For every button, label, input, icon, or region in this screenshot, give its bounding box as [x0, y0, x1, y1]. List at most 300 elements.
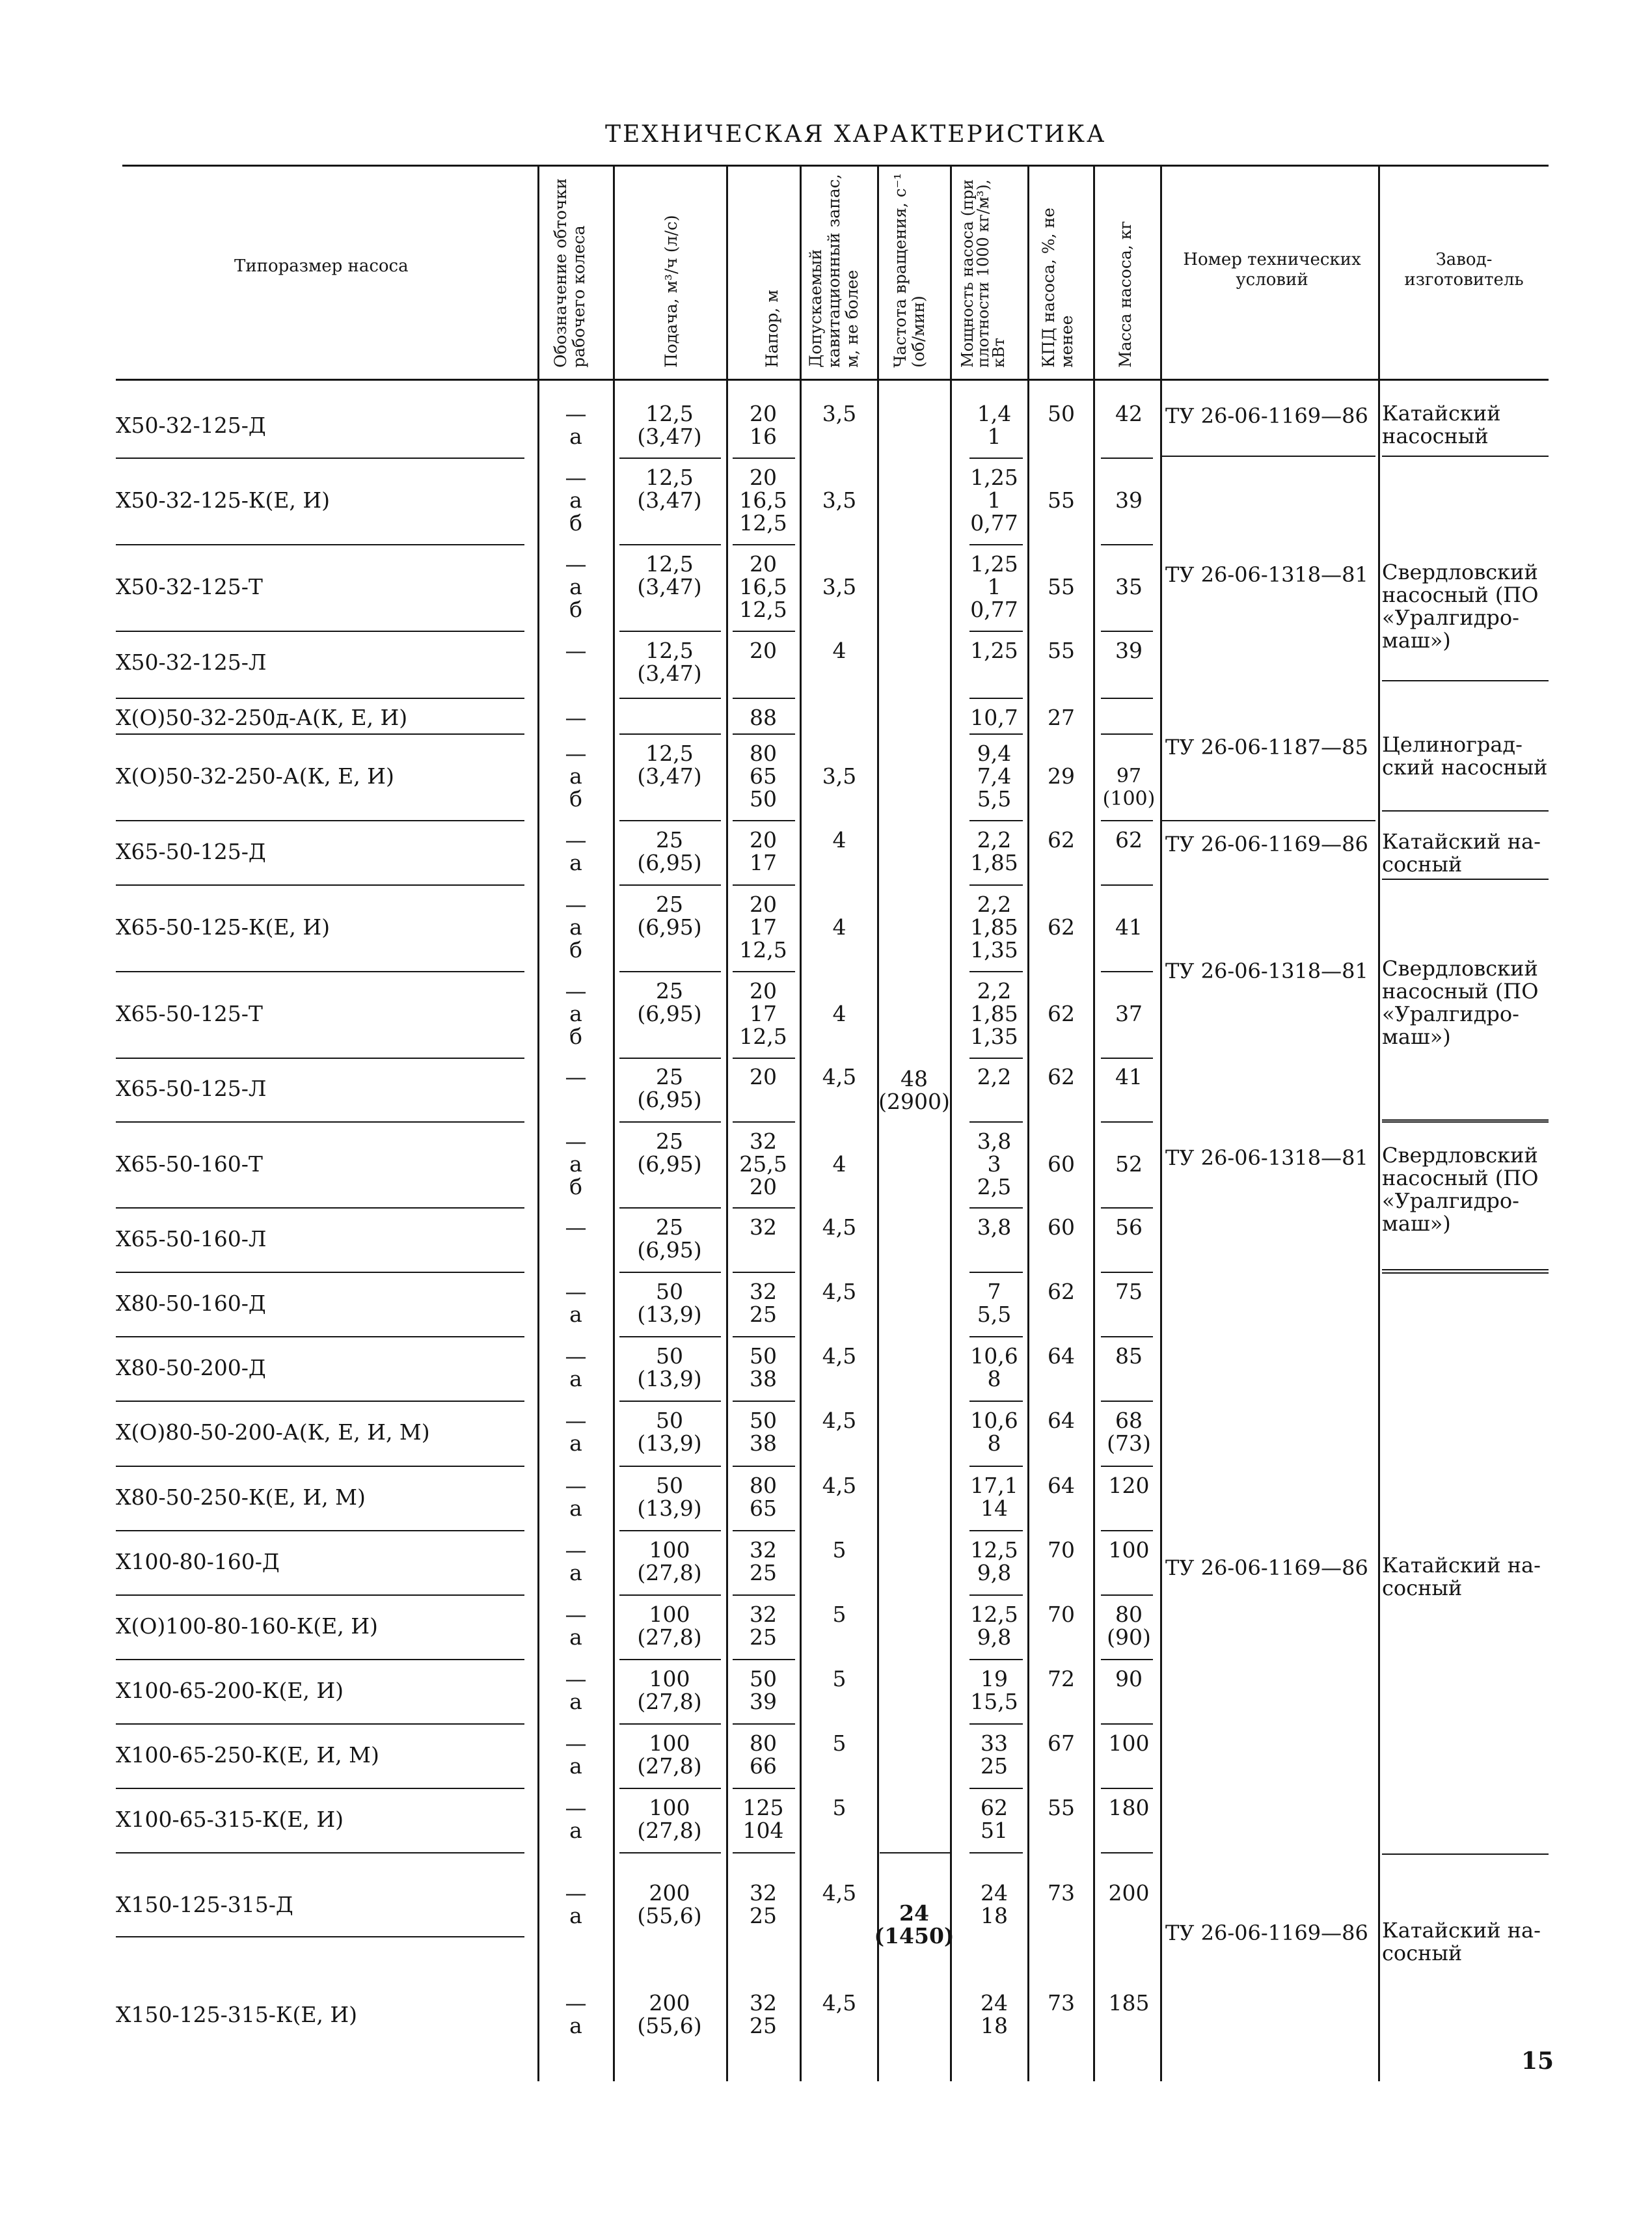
col-header-power: Мощность насоса (при плотности 1000 кг/м³), кВт	[958, 179, 1008, 368]
spec-number: ТУ 26-06-1318—81	[1165, 959, 1368, 983]
col-header-spec: Номер технических условий	[1183, 250, 1361, 290]
cell-rule	[1101, 733, 1153, 735]
cell-power: 2,2 1,85 1,35	[970, 892, 1018, 963]
cell-flow: 25 (6,95)	[637, 827, 702, 875]
cell-variant: — а	[565, 1343, 587, 1391]
cell-mass: 80 (90)	[1107, 1602, 1151, 1650]
cell-rule	[619, 1723, 721, 1725]
cell-rule	[733, 1659, 795, 1660]
cell-mass: 97 (100)	[1102, 765, 1156, 810]
cell-efficiency: 55	[1048, 1795, 1075, 1820]
cell-efficiency: 67	[1048, 1730, 1075, 1756]
cell-efficiency: 62	[1048, 914, 1075, 940]
cell-rule	[619, 1659, 721, 1660]
cell-mass: 90	[1115, 1666, 1143, 1691]
cell-npsh: 4,5	[822, 1279, 857, 1304]
cell-mass: 52	[1115, 1151, 1143, 1177]
cell-flow: 12,5 (3,47)	[637, 401, 702, 449]
cell-mass: 180	[1108, 1795, 1150, 1820]
col-header-speed: Частота вращения, с⁻¹ (об/мин)	[891, 172, 928, 368]
cell-flow: 12,5 (3,47)	[637, 465, 702, 513]
row-separator	[116, 733, 524, 735]
cell-mass: 41	[1115, 914, 1143, 940]
cell-rule	[733, 733, 795, 735]
maker-name: Свердловский насосный (ПО «Уралгидро- маш»)	[1382, 1143, 1539, 1236]
row-model: Х80-50-250-К(Е, И, М)	[116, 1484, 366, 1510]
cell-mass: 185	[1108, 1990, 1150, 2016]
cell-power: 24 18	[981, 1990, 1008, 2038]
row-separator	[116, 544, 524, 545]
cell-efficiency: 55	[1048, 638, 1075, 663]
cell-rule	[733, 1058, 795, 1059]
row-model: Х(О)50-32-250-А(К, Е, И)	[116, 763, 394, 789]
row-separator	[116, 698, 524, 699]
cell-mass: 37	[1115, 1001, 1143, 1026]
cell-flow: 200 (55,6)	[637, 1990, 702, 2038]
cell-rule	[733, 820, 795, 821]
cell-flow: 200 (55,6)	[637, 1880, 702, 1928]
cell-head: 20 17 12,5	[739, 892, 787, 963]
cell-flow: 100 (27,8)	[637, 1730, 702, 1779]
cell-head: 50 39	[750, 1666, 777, 1714]
cell-rule	[1101, 698, 1153, 699]
cell-efficiency: 72	[1048, 1666, 1075, 1691]
cell-rule	[619, 1336, 721, 1337]
maker-name: Катайский на- сосный	[1382, 829, 1541, 877]
row-model: Х65-50-125-К(Е, И)	[116, 914, 331, 940]
cell-npsh: 3,5	[822, 487, 857, 513]
row-separator	[116, 1272, 524, 1273]
cell-rule	[969, 458, 1023, 459]
cell-variant: — а б	[565, 741, 587, 812]
cell-rule	[969, 1659, 1023, 1660]
cell-rule	[619, 1594, 721, 1596]
column-rule	[877, 165, 879, 2081]
cell-head: 80 65 50	[750, 741, 777, 812]
cell-mass: 75	[1115, 1279, 1143, 1304]
cell-flow: 25 (6,95)	[637, 1128, 702, 1177]
cell-rule	[733, 1272, 795, 1273]
cell-flow: 50 (13,9)	[637, 1408, 702, 1456]
cell-variant: — а б	[565, 465, 587, 536]
cell-rule	[1101, 1594, 1153, 1596]
cell-rule	[1101, 1336, 1153, 1337]
cell-flow: 12,5 (3,47)	[637, 551, 702, 599]
cell-npsh: 5	[832, 1537, 846, 1563]
cell-rule	[969, 1401, 1023, 1402]
row-model: Х80-50-160-Д	[116, 1290, 266, 1316]
cell-variant: — а	[565, 1880, 587, 1928]
row-model: Х(О)80-50-200-А(К, Е, И, М)	[116, 1419, 430, 1445]
cell-mass: 42	[1115, 401, 1143, 426]
cell-rule	[1101, 884, 1153, 886]
column-rule	[800, 165, 802, 2081]
cell-flow: 50 (13,9)	[637, 1279, 702, 1327]
cell-head: 20 16,5 12,5	[739, 551, 787, 622]
cell-power: 3,8	[977, 1214, 1012, 1240]
row-separator	[116, 884, 524, 886]
column-rule	[950, 165, 952, 2081]
cell-head: 32 25	[750, 1880, 777, 1928]
cell-rule	[969, 698, 1023, 699]
cell-power: 2,2 1,85	[970, 827, 1018, 875]
cell-variant: — а	[565, 1730, 587, 1779]
cell-rule	[619, 1530, 721, 1531]
column-rule	[1027, 165, 1029, 2081]
column-rule	[537, 165, 539, 2081]
cell-efficiency: 55	[1048, 487, 1075, 513]
cell-efficiency: 62	[1048, 1001, 1075, 1026]
cell-rule	[969, 1207, 1023, 1209]
cell-variant: — а	[565, 827, 587, 875]
cell-npsh: 4,5	[822, 1214, 857, 1240]
cell-efficiency: 64	[1048, 1343, 1075, 1369]
spec-number: ТУ 26-06-1169—86	[1165, 1555, 1368, 1580]
speed-group-rule	[880, 1852, 950, 1853]
cell-head: 20	[750, 638, 777, 663]
cell-npsh: 4	[832, 827, 846, 853]
cell-rule	[619, 1852, 721, 1853]
cell-npsh: 5	[832, 1602, 846, 1627]
cell-efficiency: 62	[1048, 1064, 1075, 1089]
cell-variant: — а	[565, 1473, 587, 1521]
col-header-maker: Завод-изготовитель	[1404, 250, 1524, 290]
cell-variant: — а б	[565, 892, 587, 963]
cell-flow: 100 (27,8)	[637, 1666, 702, 1714]
cell-variant: — а б	[565, 551, 587, 622]
cell-npsh: 3,5	[822, 763, 857, 789]
cell-power: 9,4 7,4 5,5	[977, 741, 1012, 812]
speed-group: 24 (1450)	[874, 1900, 955, 1949]
cell-variant: — а	[565, 1666, 587, 1714]
cell-efficiency: 50	[1048, 401, 1075, 426]
cell-rule	[1101, 544, 1153, 545]
cell-rule	[733, 544, 795, 545]
cell-power: 12,5 9,8	[970, 1537, 1018, 1585]
row-model: Х65-50-125-Т	[116, 1001, 263, 1026]
cell-variant: — а	[565, 1408, 587, 1456]
cell-mass: 100	[1108, 1537, 1150, 1563]
cell-variant: — а	[565, 1795, 587, 1843]
cell-rule	[619, 733, 721, 735]
cell-head: 20 16,5 12,5	[739, 465, 787, 536]
maker-rule	[1382, 1272, 1549, 1274]
cell-rule	[1101, 1466, 1153, 1467]
row-separator	[116, 1788, 524, 1789]
cell-rule	[969, 1121, 1023, 1123]
cell-npsh: 5	[832, 1666, 846, 1691]
speed-group: 48 (2900)	[878, 1066, 950, 1114]
cell-head: 80 65	[750, 1473, 777, 1521]
cell-rule	[1101, 1058, 1153, 1059]
page-title: ТЕХНИЧЕСКАЯ ХАРАКТЕРИСТИКА	[605, 121, 1107, 148]
cell-flow: 100 (27,8)	[637, 1795, 702, 1843]
cell-power: 10,7	[970, 705, 1018, 730]
cell-power: 7 5,5	[977, 1279, 1012, 1327]
col-header-model: Типоразмер насоса	[234, 256, 409, 276]
cell-rule	[733, 971, 795, 972]
page-number: 15	[1521, 2047, 1554, 2075]
cell-rule	[619, 631, 721, 632]
row-separator	[116, 1207, 524, 1209]
row-separator	[116, 1659, 524, 1660]
cell-efficiency: 64	[1048, 1473, 1075, 1498]
cell-power: 2,2	[977, 1064, 1012, 1089]
cell-rule	[969, 544, 1023, 545]
cell-rule	[733, 884, 795, 886]
col-header-npsh: Допускаемый кавитационный запас, м, не более	[806, 174, 861, 368]
row-separator	[116, 820, 524, 821]
cell-rule	[1101, 1723, 1153, 1725]
cell-variant: —	[565, 1214, 587, 1240]
cell-npsh: 5	[832, 1795, 846, 1820]
cell-rule	[1101, 820, 1153, 821]
cell-rule	[733, 1788, 795, 1789]
cell-rule	[733, 1530, 795, 1531]
cell-efficiency: 64	[1048, 1408, 1075, 1433]
col-header-mass: Масса насоса, кг	[1116, 221, 1135, 368]
cell-variant: — а	[565, 1990, 587, 2038]
column-rule	[613, 165, 615, 2081]
cell-efficiency: 62	[1048, 1279, 1075, 1304]
cell-rule	[619, 544, 721, 545]
cell-rule	[969, 1466, 1023, 1467]
maker-rule	[1382, 879, 1549, 880]
cell-head: 50 38	[750, 1343, 777, 1391]
cell-rule	[1101, 631, 1153, 632]
cell-flow: 25 (6,95)	[637, 1064, 702, 1112]
cell-power: 1,25 1 0,77	[970, 465, 1018, 536]
cell-rule	[969, 1272, 1023, 1273]
cell-npsh: 4	[832, 1001, 846, 1026]
cell-rule	[733, 458, 795, 459]
header-bottom-rule	[116, 379, 1549, 381]
cell-efficiency: 55	[1048, 574, 1075, 599]
cell-efficiency: 73	[1048, 1880, 1075, 1906]
cell-power: 62 51	[981, 1795, 1008, 1843]
row-model: Х50-32-125-К(Е, И)	[116, 487, 331, 513]
cell-variant: — а	[565, 1279, 587, 1327]
row-separator	[116, 1336, 524, 1337]
cell-rule	[733, 1594, 795, 1596]
cell-rule	[619, 1207, 721, 1209]
cell-head: 50 38	[750, 1408, 777, 1456]
cell-npsh: 4,5	[822, 1990, 857, 2016]
maker-name: Катайский на- сосный	[1382, 1918, 1541, 1965]
cell-npsh: 4,5	[822, 1064, 857, 1089]
cell-variant: —	[565, 1064, 587, 1089]
cell-rule	[969, 1058, 1023, 1059]
cell-npsh: 4	[832, 638, 846, 663]
cell-head: 32 25	[750, 1279, 777, 1327]
cell-rule	[1101, 1659, 1153, 1660]
maker-rule	[1382, 1121, 1549, 1123]
cell-rule	[1101, 458, 1153, 459]
row-separator	[116, 1723, 524, 1725]
cell-rule	[733, 1401, 795, 1402]
cell-npsh: 4,5	[822, 1473, 857, 1498]
row-model: Х150-125-315-К(Е, И)	[116, 2001, 358, 2027]
cell-rule	[969, 820, 1023, 821]
cell-mass: 41	[1115, 1064, 1143, 1089]
cell-power: 2,2 1,85 1,35	[970, 978, 1018, 1049]
cell-rule	[969, 1723, 1023, 1725]
cell-rule	[619, 820, 721, 821]
cell-head: 80 66	[750, 1730, 777, 1779]
cell-efficiency: 60	[1048, 1151, 1075, 1177]
row-separator	[116, 1401, 524, 1402]
cell-head: 20 16	[750, 401, 777, 449]
row-model: Х(О)100-80-160-К(Е, И)	[116, 1613, 378, 1639]
column-rule	[1093, 165, 1095, 2081]
cell-variant: — а	[565, 1602, 587, 1650]
row-separator	[116, 1852, 524, 1853]
cell-power: 10,6 8	[970, 1343, 1018, 1391]
cell-variant: — а	[565, 1537, 587, 1585]
maker-name: Свердловский насосный (ПО «Уралгидро- маш»)	[1382, 956, 1539, 1049]
cell-npsh: 3,5	[822, 401, 857, 426]
cell-rule	[969, 1594, 1023, 1596]
cell-flow: 25 (6,95)	[637, 892, 702, 940]
row-separator	[116, 1466, 524, 1467]
cell-mass: 39	[1115, 487, 1143, 513]
row-model: Х80-50-200-Д	[116, 1354, 266, 1380]
cell-rule	[619, 884, 721, 886]
col-header-head: Напор, м	[763, 290, 781, 368]
cell-head: 125 104	[742, 1795, 784, 1843]
cell-rule	[969, 1852, 1023, 1853]
row-model: Х100-65-200-К(Е, И)	[116, 1677, 344, 1703]
cell-flow: 12,5 (3,47)	[637, 741, 702, 789]
row-model: Х50-32-125-Т	[116, 574, 263, 599]
cell-rule	[733, 1207, 795, 1209]
cell-rule	[969, 884, 1023, 886]
spec-number: ТУ 26-06-1169—86	[1165, 1921, 1368, 1945]
cell-mass: 68 (73)	[1107, 1408, 1151, 1456]
cell-rule	[733, 1466, 795, 1467]
spec-rule	[1162, 820, 1375, 821]
maker-name: Целиноград- ский насосный	[1382, 732, 1548, 780]
row-model: Х65-50-160-Т	[116, 1151, 263, 1177]
row-model: Х100-65-250-К(Е, И, М)	[116, 1742, 379, 1768]
maker-rule	[1382, 1853, 1549, 1855]
column-rule	[726, 165, 728, 2081]
cell-rule	[969, 1336, 1023, 1337]
row-model: Х65-50-125-Д	[116, 838, 266, 864]
spec-number: ТУ 26-06-1318—81	[1165, 1145, 1368, 1170]
cell-rule	[619, 1058, 721, 1059]
cell-mass: 100	[1108, 1730, 1150, 1756]
cell-flow: 25 (6,95)	[637, 978, 702, 1026]
maker-name: Свердловский насосный (ПО «Уралгидро- маш»)	[1382, 560, 1539, 653]
maker-rule	[1382, 810, 1549, 812]
cell-power: 1,4 1	[977, 401, 1012, 449]
row-separator	[116, 1530, 524, 1531]
row-model: Х(О)50-32-250д-А(К, Е, И)	[116, 705, 408, 730]
row-model: Х50-32-125-Д	[116, 412, 266, 438]
cell-rule	[969, 631, 1023, 632]
cell-rule	[1101, 1401, 1153, 1402]
cell-rule	[1101, 1272, 1153, 1273]
cell-head: 32 25,5 20	[739, 1128, 787, 1199]
cell-npsh: 4,5	[822, 1343, 857, 1369]
cell-rule	[619, 971, 721, 972]
cell-rule	[619, 1401, 721, 1402]
cell-mass: 35	[1115, 574, 1143, 599]
maker-rule	[1382, 680, 1549, 681]
cell-rule	[969, 1788, 1023, 1789]
row-separator	[116, 1936, 524, 1937]
cell-rule	[969, 971, 1023, 972]
cell-flow: 50 (13,9)	[637, 1343, 702, 1391]
cell-rule	[1101, 971, 1153, 972]
spec-number: ТУ 26-06-1318—81	[1165, 562, 1368, 587]
cell-head: 32	[750, 1214, 777, 1240]
cell-rule	[969, 1530, 1023, 1531]
row-model: Х150-125-315-Д	[116, 1891, 293, 1917]
cell-rule	[619, 1272, 721, 1273]
cell-efficiency: 62	[1048, 827, 1075, 853]
spec-number: ТУ 26-06-1169—86	[1165, 832, 1368, 856]
column-rule	[1160, 165, 1162, 2081]
cell-mass: 85	[1115, 1343, 1143, 1369]
cell-head: 32 25	[750, 1990, 777, 2038]
row-model: Х50-32-125-Л	[116, 649, 267, 675]
maker-rule	[1382, 1269, 1549, 1270]
cell-flow: 100 (27,8)	[637, 1537, 702, 1585]
cell-head: 20 17 12,5	[739, 978, 787, 1049]
spec-number: ТУ 26-06-1169—86	[1165, 403, 1368, 428]
cell-flow: 12,5 (3,47)	[637, 638, 702, 686]
cell-rule	[619, 458, 721, 459]
cell-head: 32 25	[750, 1537, 777, 1585]
cell-power: 1,25 1 0,77	[970, 551, 1018, 622]
maker-rule	[1382, 456, 1549, 457]
cell-flow: 100 (27,8)	[637, 1602, 702, 1650]
cell-npsh: 4,5	[822, 1880, 857, 1906]
cell-flow: 25 (6,95)	[637, 1214, 702, 1263]
cell-rule	[733, 1852, 795, 1853]
cell-rule	[619, 698, 721, 699]
col-header-efficiency: КПД насоса, %, не менее	[1039, 208, 1076, 368]
cell-rule	[1101, 1121, 1153, 1123]
cell-rule	[733, 631, 795, 632]
row-separator	[116, 1121, 524, 1123]
cell-rule	[1101, 1207, 1153, 1209]
row-separator	[116, 971, 524, 972]
cell-power: 12,5 9,8	[970, 1602, 1018, 1650]
cell-rule	[1101, 1852, 1153, 1853]
maker-rule	[1382, 1119, 1549, 1121]
cell-efficiency: 27	[1048, 705, 1075, 730]
cell-mass: 39	[1115, 638, 1143, 663]
row-model: Х65-50-125-Л	[116, 1075, 267, 1101]
cell-mass: 56	[1115, 1214, 1143, 1240]
cell-power: 24 18	[981, 1880, 1008, 1928]
cell-efficiency: 73	[1048, 1990, 1075, 2016]
cell-npsh: 5	[832, 1730, 846, 1756]
cell-rule	[733, 1121, 795, 1123]
maker-name: Катайский на- сосный	[1382, 1553, 1541, 1600]
col-header-variant: Обозначение обточки рабочего колеса	[551, 178, 588, 368]
cell-efficiency: 29	[1048, 763, 1075, 789]
row-model: Х100-80-160-Д	[116, 1548, 280, 1574]
row-separator	[116, 458, 524, 459]
cell-rule	[619, 1788, 721, 1789]
cell-variant: — а	[565, 401, 587, 449]
cell-mass: 62	[1115, 827, 1143, 853]
cell-efficiency: 60	[1048, 1214, 1075, 1240]
